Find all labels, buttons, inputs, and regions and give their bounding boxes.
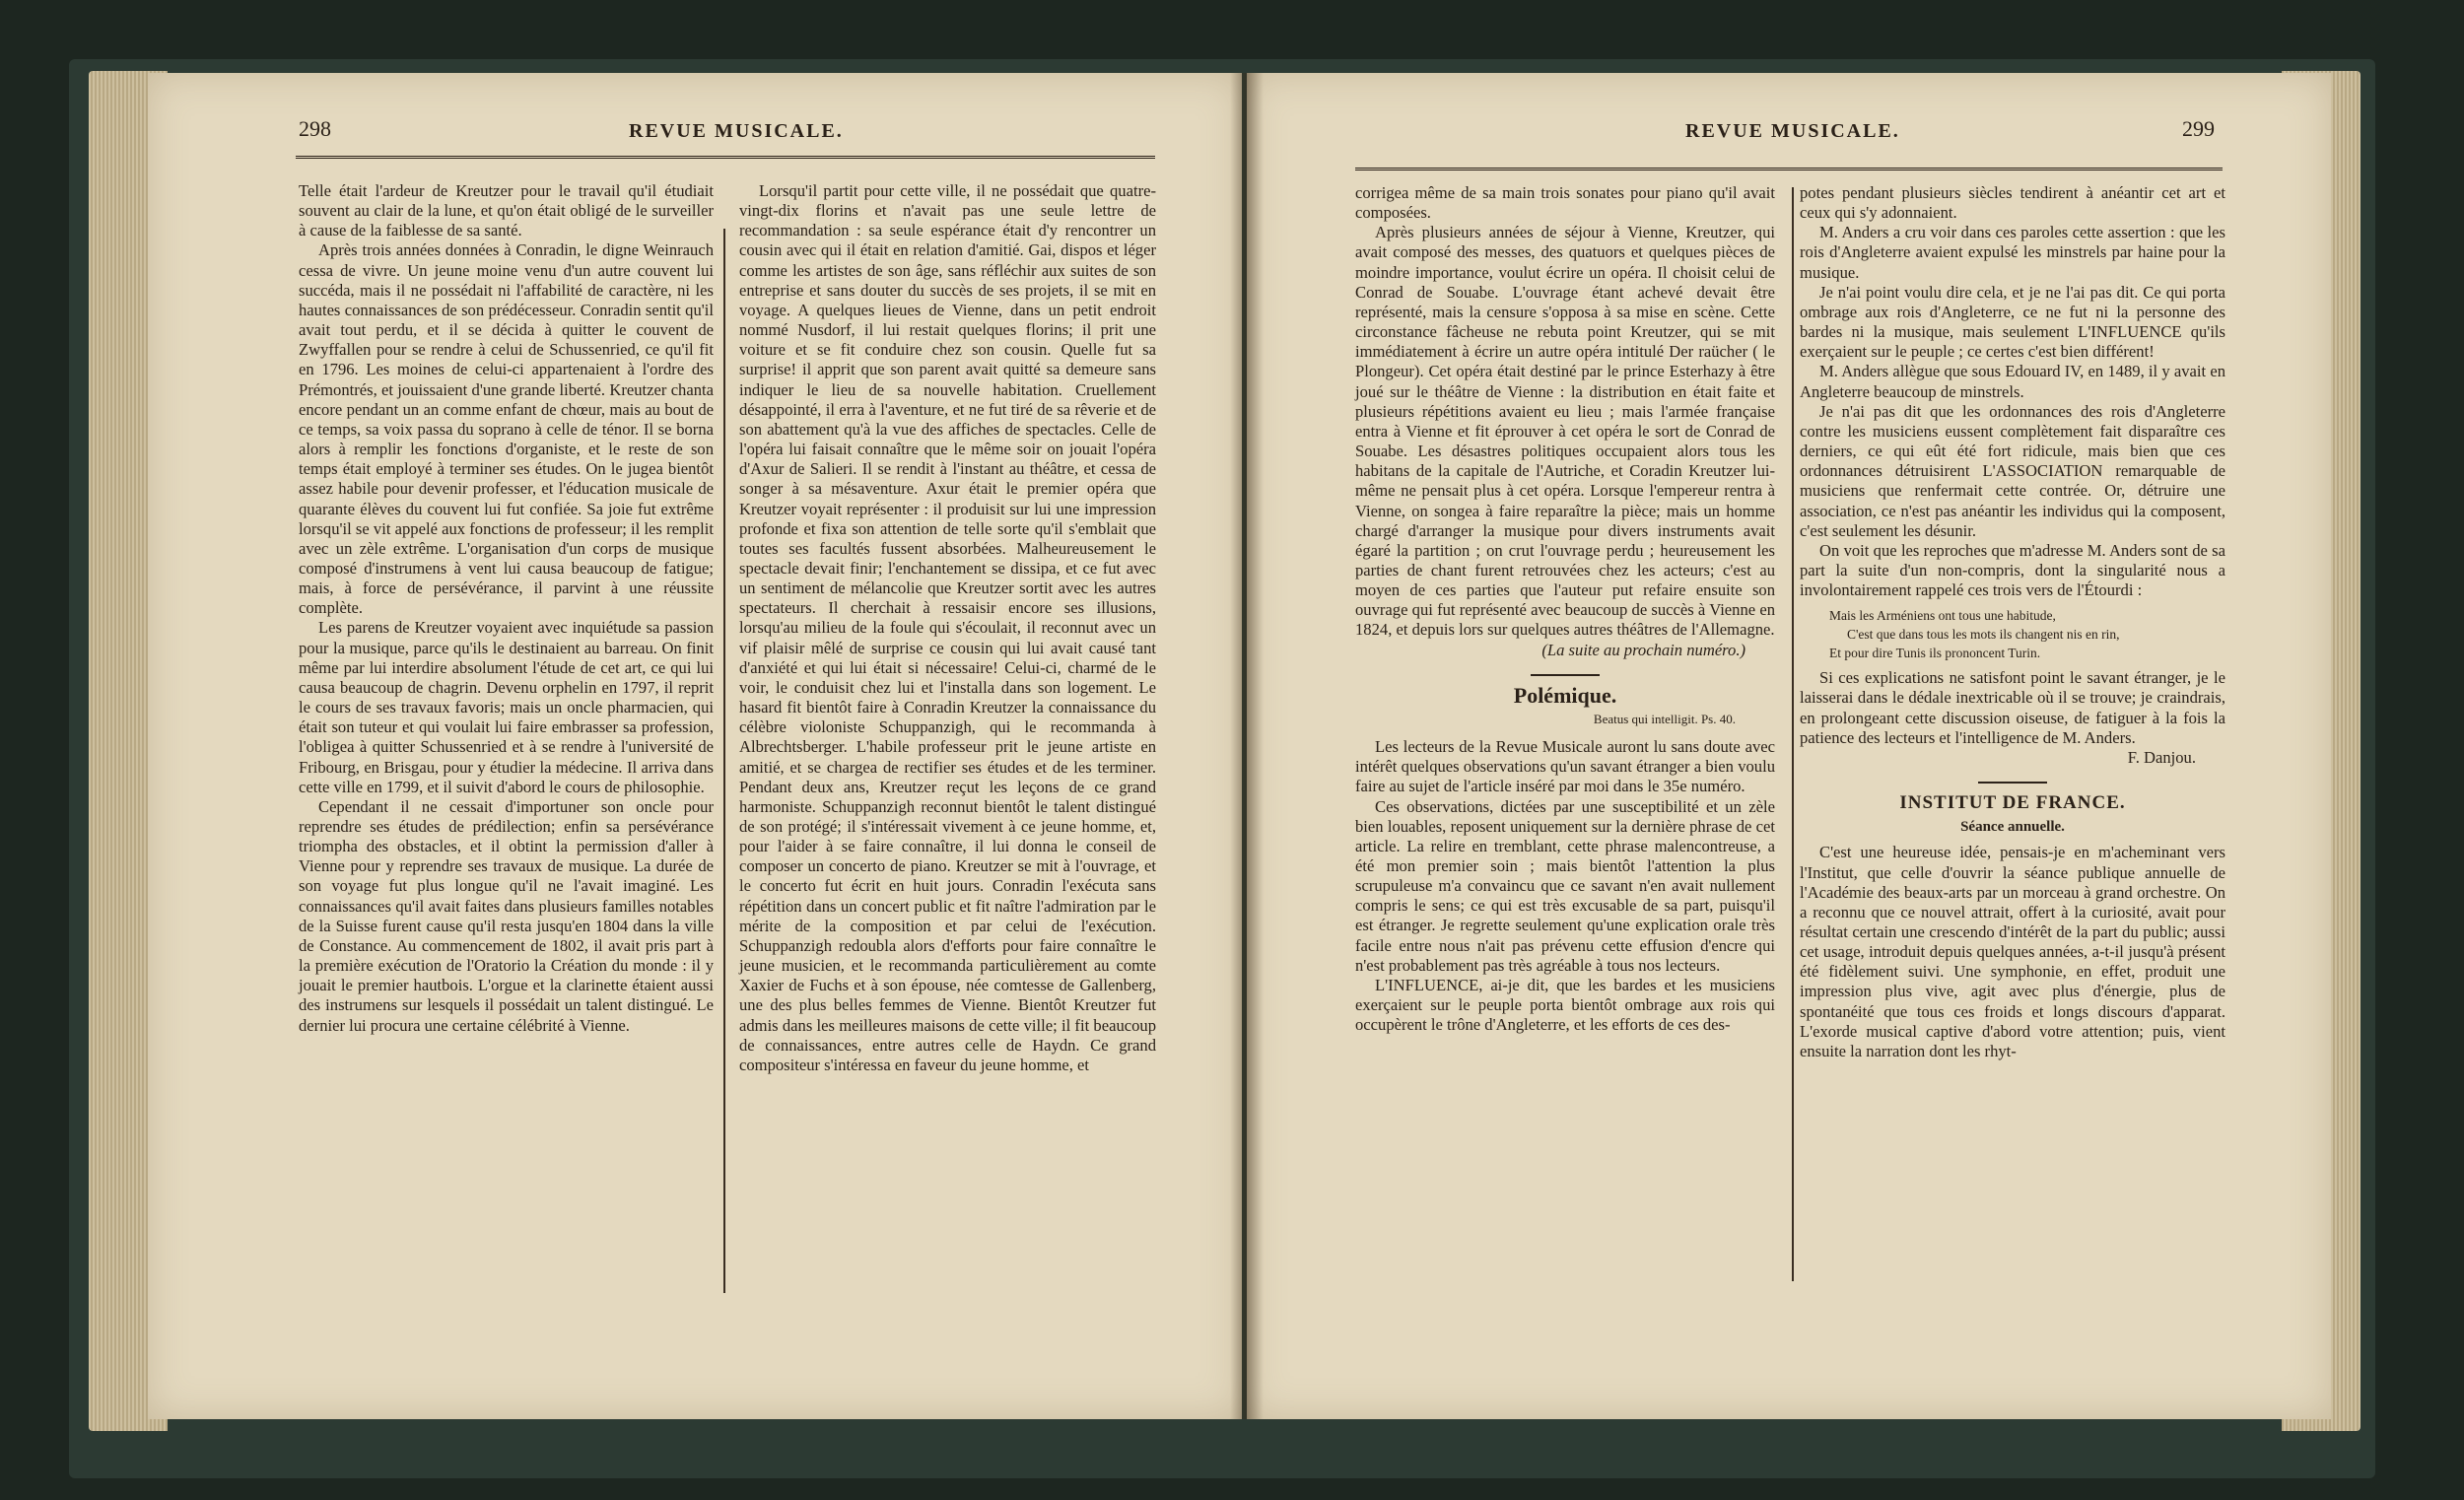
to-be-continued-note: (La suite au prochain numéro.) bbox=[1541, 640, 1745, 659]
verse-line: C'est que dans tous les mots ils changent nis en rin, bbox=[1847, 627, 2120, 643]
section-subtitle: Séance annuelle. bbox=[1960, 819, 2065, 836]
paragraph: Lorsqu'il partit pour cette ville, il ne possédait que quatre-vingt-dix florins et n'avait pas une seule lettre de recommandation : sa seule espérance était d'y rencontrer un cousin avec qui il était en relation d'amitié. Gai, dispos et léger comme les artistes de son âge, sans réfléchir aux suites de son entreprise et sans douter du succès de ses projets, il se mit en voyage. A quelques lieues de Vienne, dans un petit endroit nommé Nusdorf, il lui restait quelques florins; il prit une voiture et se fit conduire chez son cousin. Quelle fut sa surprise! il apprit que son parent avait quitté sa demeure sans indiquer le lieu de sa nouvelle habitation. Cruellement désappointé, il erra à l'aventure, et ne fut tiré de sa rêverie et de son abattement qu'à la vue des affiches de spectacles. Celle de l'opéra lui faisait connaître que le même soir on jouait l'opéra d'Axur de Salieri. Il se rendit à l'instant au théâtre, et cessa de songer à sa mésaventure. Axur était le premier opéra que Kreutzer voyait représenter : il produisit sur lui une impression profonde et fixa son attention de telle sorte qu'il s'emblait que toutes ses facultés fussent absorbées. Malheureusement le spectacle devait finir; l'enchantement se dissipa, et ce fut avec un sentiment de mélancolie que Kreutzer sortit avec les autres spectateurs. Il cherchait à ressaisir encore ses illusions, lorsqu'au milieu de la foule qui s'écoulait, il reconnut avec un vif plaisir mêlé de surprise ce cousin qui lui avait causé tant d'anxiété et qui lui était si nécessaire! Celui-ci, charmé de le voir, le conduisit chez lui et l'installa dans son logement. Le hasard fit bientôt faire à Conradin Kreutzer la connaissance du célèbre violoniste Schuppanzigh, qui le recommanda à Albrechtsberger. L'habile professeur prit le jeune artiste en amitié, et se chargea de rectifier ses études et de les terminer. Pendant deux ans, Kreutzer reçut les leçons de ce grand harmoniste. Schuppanzigh reconnut bientôt le talent distingué de son protégé; il s'intéressait vivement à ce jeune homme, et, pour l'aider à se faire connaître, il lui donna le conseil de composer un concerto de piano. Kreutzer se mit à l'ouvrage, et le concerto fut écrit en huit jours. Conradin l'exécuta sans répétition dans un concert public et fit naître l'admiration par le mérite de la composition et par celui de l'exécution. Schuppanzigh redoubla alors d'efforts pour faire connaître le jeune musicien, et le recommanda particulièrement au comte Xaxier de Fuchs et à son épouse, née comtesse de Gallenberg, une des plus belles femmes de Vienne. Bientôt Kreutzer fut admis dans les meilleures maisons de cette ville; il fit beaucoup de connaissances, entre autres celle de Haydn. Ce grand compositeur s'intéressa en faveur du jeune homme, et bbox=[739, 181, 1156, 1074]
right-running-head: REVUE MUSICALE. bbox=[1685, 120, 1900, 142]
left-header-rule bbox=[296, 156, 1155, 159]
section-title-institut: INSTITUT DE FRANCE. bbox=[1899, 792, 2126, 814]
left-column-divider bbox=[723, 229, 725, 1293]
verse-line: Et pour dire Tunis ils prononcent Turin. bbox=[1829, 646, 2041, 661]
right-page-column-2 bbox=[1800, 183, 2225, 1061]
paragraph: Cependant il ne cessait d'importuner son oncle pour reprendre ses études de prédilection; enfin sa persévérance triompha des obstacles, et il obtint la permission d'aller à Vienne pour y reprendre ses travaux de musique. La durée de son voyage fut plus longue qu'il ne l'avait imaginé. Les connaissances qu'il avait faites dans plusieurs familles notables de la Suisse furent cause qu'il resta jusqu'en 1804 dans la ville de Constance. Au commencement de 1802, il avait pris part à la première exécution de l'Oratorio la Création du monde : il y jouait le premier hautbois. L'orgue et la clarinette étaient aussi des instrumens sur lesquels il possédait un talent distingué. Le dernier lui procura une certaine célébrité à Vienne. bbox=[299, 796, 714, 1035]
left-page-column-1 bbox=[299, 181, 714, 1036]
paragraph: M. Anders allègue que sous Edouard IV, en 1489, il y avait en Angleterre beaucoup de minstrels. bbox=[1800, 362, 2225, 401]
book-gutter bbox=[1230, 73, 1264, 1419]
epigraph: Beatus qui intelligit. Ps. 40. bbox=[1593, 711, 1736, 726]
paragraph: Ces observations, dictées par une susceptibilité et un zèle bien louables, reposent uniquement sur la dernière phrase de cet article. La relire en tremblant, cette phrase malencontreuse, a été mon premier soin ; mais bientôt l'attention la plus scrupuleuse m'a convaincu que ce savant n'en avait nullement compris le sens; ce qui est très excusable de sa part, puisqu'il est étranger. Je regrette seulement qu'une explication orale très facile entre nous n'ait pas prévenu cette effusion d'encre qui n'est probablement pas très agréable à tous nos lecteurs. bbox=[1355, 796, 1775, 975]
paragraph: potes pendant plusieurs siècles tendirent à anéantir cet art et ceux qui s'y adonnaient. bbox=[1800, 183, 2225, 223]
paragraph: Je n'ai point voulu dire cela, et je ne l'ai pas dit. Ce qui porta ombrage aux rois d'Angleterre, ce ne fut ni la personne des bardes ni la musique, mais seulement L'INFLUENCE qu'ils exerçaient sur le peuple ; ce certes c'est bien différent! bbox=[1800, 282, 2225, 362]
paragraph: corrigea même de sa main trois sonates pour piano qu'il avait composées. bbox=[1355, 183, 1775, 223]
paragraph: Après trois années données à Conradin, le digne Weinrauch cessa de vivre. Un jeune moine venu d'un autre couvent lui succéda, mais il ne possédait ni l'affabilité de caractère, ni les hautes connaissances de son prédécesseur. Conradin sentit qu'il avait tout perdu, et il se décida à quitter le couvent de Zwyffallen pour se rendre à celui de Schussenried, ce qu'il fit en 1796. Les moines de celui-ci appartenaient à l'ordre des Prémontrés, et jouissaient d'une grande liberté. Kreutzer chanta encore pendant un an comme enfant de chœur, mais au bout de ce temps, sa voix passa du soprano à celle de ténor. Il se borna alors à remplir les fonctions d'organiste, et le reste de son temps était employé à terminer ses études. On le jugea bientôt assez habile pour devenir professer, et l'éducation musicale de quarante élèves du couvent lui fut confiée. Sa joie fut extrême lorsqu'il se vit appelé aux fonctions de professeur; il les remplit avec un zèle extrême. L'organisation d'un corps de musique composé d'instrumens à vent lui causa beaucoup de fatigue; mais, à force de persévérance, il parvint à une réussite complète. bbox=[299, 240, 714, 618]
right-header-rule bbox=[1355, 168, 2223, 170]
right-page-column-1 bbox=[1355, 183, 1775, 1035]
section-title-polemique: Polémique. bbox=[1513, 682, 1617, 708]
signature: F. Danjou. bbox=[2127, 747, 2196, 767]
paragraph: Les parens de Kreutzer voyaient avec inquiétude sa passion pour la musique, parce qu'ils le destinaient au barreau. On finit même par lui interdire absolument l'étude de cet art, ce qui lui causa beaucoup de chagrin. Devenu orphelin en 1797, il reprit le cours de ses travaux favoris; mais un oncle pharmacien, qui était son tuteur et qui voulait lui faire embrasser sa profession, l'obligea à quitter Schussenried et à se rendre à l'université de Fribourg, en Brisgau, pour y étudier la médecine. Il arriva dans cette ville en 1799, et il suivit d'abord le cours de philosophie. bbox=[299, 618, 714, 796]
paragraph: On voit que les reproches que m'adresse M. Anders sont de sa part la suite d'un non-compris, dont la singularité nous a involontairement rappelé ces trois vers de l'Étourdi : bbox=[1800, 540, 2225, 600]
paragraph: Après plusieurs années de séjour à Vienne, Kreutzer, qui avait composé des messes, des quatuors et quelques pièces de moindre importance, voulut écrire un opéra. Il choisit celui de Conrad de Souabe. L'ouvrage étant achevé devait être représenté, mais la censure s'opposa à sa mise en scène. Cette circonstance fâcheuse ne rebuta point Kreutzer, qui se mit immédiatement à écrire un autre opéra intitulé Der raücher ( le Plongeur). Cet opéra était destiné par le prince Esterhazy à être joué sur le théâtre de Vienne : la distribution en était faite et plusieurs répétitions avaient eu lieu ; mais l'armée française entra à Vienne et fit éprouver à cet opéra le sort de Conrad de Souabe. Les désastres politiques occupaient alors tous les habitans de la capitale de l'Autriche, et Coradin Kreutzer lui-même ne pensait plus à cet opéra. Lorsque l'empereur rentra à Vienne, on songea à faire reparaître la pièce; mais un homme chargé d'arranger la musique pour divers instruments avait égaré la partition ; on crut l'ouvrage perdu ; heureusement les parties de chant furent retrouvées chez les acteurs; c'est au moyen de ces parties que l'auteur put refaire ensuite son ouvrage qui fut représenté avec beaucoup de succès à Vienne en 1824, et depuis lors sur quelques autres théâtres de l'Allemagne. bbox=[1355, 223, 1775, 640]
paragraph: Les lecteurs de la Revue Musicale auront lu sans doute avec intérêt quelques observations qu'un savant étranger a bien voulu faire au sujet de l'article inséré par moi dans le 35e numéro. bbox=[1355, 737, 1775, 796]
paragraph: Telle était l'ardeur de Kreutzer pour le travail qu'il étudiait souvent au clair de la lune, et qu'on était obligé de le surveiller à cause de la faiblesse de sa santé. bbox=[299, 181, 714, 240]
paragraph: L'INFLUENCE, ai-je dit, que les bardes et les musiciens exerçaient sur le peuple porta bientôt ombrage aux rois qui occupèrent le trône d'Angleterre, et les efforts de ces des- bbox=[1355, 975, 1775, 1035]
right-page-number: 299 bbox=[2182, 116, 2215, 141]
verse-line: Mais les Arméniens ont tous une habitude, bbox=[1829, 608, 2056, 624]
section-separator bbox=[1978, 782, 2047, 784]
paragraph: Si ces explications ne satisfont point le savant étranger, je le laisserai dans le dédale inextricable où il se trouve; je craindrais, en prolongeant cette discussion oiseuse, de fatiguer à la fois la patience des lecteurs et l'intelligence de M. Anders. bbox=[1800, 668, 2225, 747]
left-page-number: 298 bbox=[299, 116, 331, 141]
paragraph: Je n'ai pas dit que les ordonnances des rois d'Angleterre contre les musiciens eussent complètement fait disparaître ces derniers, ce qui eût été fort ridicule, mais bien que ces ordonnances détruisirent L'ASSOCIATION remarquable de musiciens que renfermait cette contrée. Or, détruire une association, ce n'est pas anéantir les individus qui la composent, c'est seulement les désunir. bbox=[1800, 401, 2225, 540]
paragraph: M. Anders a cru voir dans ces paroles cette assertion : que les rois d'Angleterre avaient expulsé les minstrels par haine pour la musique. bbox=[1800, 223, 2225, 282]
left-page-column-2 bbox=[739, 181, 1156, 1075]
section-separator bbox=[1531, 674, 1600, 676]
right-column-divider bbox=[1792, 187, 1794, 1281]
verse-quote bbox=[1800, 606, 2225, 662]
paragraph: C'est une heureuse idée, pensais-je en m'acheminant vers l'Institut, que celle d'ouvrir la séance publique annuelle de l'Académie des beaux-arts par un morceau à grand orchestre. On a reconnu que ce nouvel attrait, offert à la curiosité, avait pour résultat certain une crescendo d'intérêt de la part du public; aussi cet usage, introduit depuis quelques années, a-t-il jusqu'à présent été fidèlement suivi. Une symphonie, en effet, produit une impression plus vive, agit avec plus d'énergie, plus de spontanéité que tous ces froids et longs discours d'apparat. L'exorde musical captive d'abord votre attention; puis, vient ensuite la narration dont les rhyt- bbox=[1800, 843, 2225, 1060]
left-running-head: REVUE MUSICALE. bbox=[629, 120, 844, 142]
